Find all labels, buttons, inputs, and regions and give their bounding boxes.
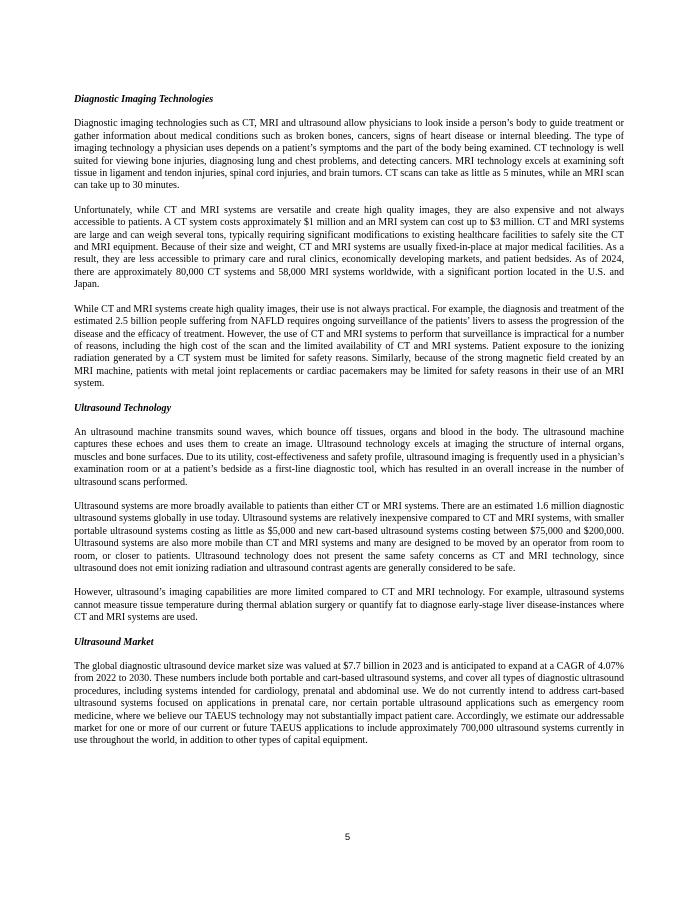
- paragraph: However, ultrasound’s imaging capabilities are more limited compared to CT and MRI technology. For example, ultrasound systems cannot measure tissue temperature during thermal ablation surgery or quantify fat to diagnose early-stage liver disease-instances where CT and MRI systems are used.: [74, 587, 624, 624]
- paragraph: The global diagnostic ultrasound device market size was valued at $7.7 billion in 2023 and is anticipated to expand at a CAGR of 4.07% from 2022 to 2030. These numbers include both portable and cart-based ultrasound systems, and cover all types of diagnostic ultrasound procedures, including systems intended for cardiology, prenatal and abdominal use. We do not currently intend to address cart-based ultrasound systems focused on applications in prenatal care, nor certain portable ultrasound applications such as emergency room medicine, where we believe our TAEUS technology may not substantially impact patient care. Accordingly, we estimate our addressable market for one or more of our current or future TAEUS applications to include approximately 700,000 ultrasound systems currently in use throughout the world, in addition to other types of capital equipment.: [74, 661, 624, 747]
- paragraph: Unfortunately, while CT and MRI systems are versatile and create high quality images, they are also expensive and not always accessible to patients. A CT system costs approximately $1 million and an MRI system can cost up to $3 million. CT and MRI systems are large and can weigh several tons, typically requiring significant modifications to existing healthcare facilities to safely site the CT and MRI equipment. Because of their size and weight, CT and MRI systems are usually fixed-in-place at major medical facilities. As a result, they are less accessible to primary care and rural clinics, economically developing markets, and patient bedsides. As of 2024, there are approximately 80,000 CT systems and 58,000 MRI systems worldwide, with a significant portion located in the U.S. and Japan.: [74, 204, 624, 291]
- section-heading: Ultrasound Technology: [74, 402, 172, 414]
- section-diagnostic-imaging: [74, 94, 624, 391]
- section-ultrasound-market: [74, 637, 624, 748]
- section-heading: Diagnostic Imaging Technologies: [74, 94, 214, 105]
- page-number: 5: [344, 832, 351, 843]
- section-heading: Ultrasound Market: [74, 636, 154, 648]
- paragraph: Diagnostic imaging technologies such as CT, MRI and ultrasound allow physicians to look inside a person’s body to guide treatment or gather information about medical conditions such as broken bones, cancers, signs of heart disease or internal bleeding. The type of imaging technology a physician uses depends on a patient’s symptoms and the part of the body being examined. CT technology is well suited for viewing bone injuries, diagnosing lung and chest problems, and detecting cancers. MRI technology excels at examining soft tissue in ligament and tendon injuries, spinal cord injuries, and brain tumors. CT scans can take as little as 5 minutes, while an MRI scan can take up to 30 minutes.: [74, 118, 624, 192]
- document-body: [74, 94, 624, 760]
- section-ultrasound-technology: [74, 403, 624, 625]
- paragraph: An ultrasound machine transmits sound waves, which bounce off tissues, organs and blood in the body. The ultrasound machine captures these echoes and uses them to create an image. Ultrasound technology excels at imaging the structure of internal organs, muscles and bone surfaces. Due to its utility, cost-effectiveness and safety profile, ultrasound imaging is frequently used in a physician’s examination room or at a patient’s bedside as a first-line diagnostic tool, which has resulted in an overall increase in the number of ultrasound scans performed.: [74, 426, 624, 488]
- paragraph: While CT and MRI systems create high quality images, their use is not always practical. For example, the diagnosis and treatment of the estimated 2.5 billion people suffering from NAFLD requires ongoing surveillance of the patients’ livers to assess the progression of the disease and the efficacy of treatment. However, the use of CT and MRI systems to perform that surveillance is impractical for a number of reasons, including the high cost of the scan and the limited availability of CT and MRI systems. Patient exposure to the ionizing radiation generated by a CT system must be limited for safety reasons. Similarly, because of the strong magnetic field created by an MRI machine, patients with metal joint replacements or cardiac pacemakers may be limited for safety reasons in their use of an MRI system.: [74, 303, 624, 390]
- paragraph: Ultrasound systems are more broadly available to patients than either CT or MRI systems. There are an estimated 1.6 million diagnostic ultrasound systems globally in use today. Ultrasound systems are relatively inexpensive compared to CT and MRI systems, with smaller portable ultrasound systems costing as little as $5,000 and new cart-based ultrasound systems costing between $75,000 and $200,000. Ultrasound systems are also more mobile than CT and MRI systems and many are designed to be moved by an operator from room to room, or closer to patients. Ultrasound technology does not present the same safety concerns as CT and MRI technology, since ultrasound does not emit ionizing radiation and ultrasound contrast agents are generally considered to be safe.: [74, 500, 624, 574]
